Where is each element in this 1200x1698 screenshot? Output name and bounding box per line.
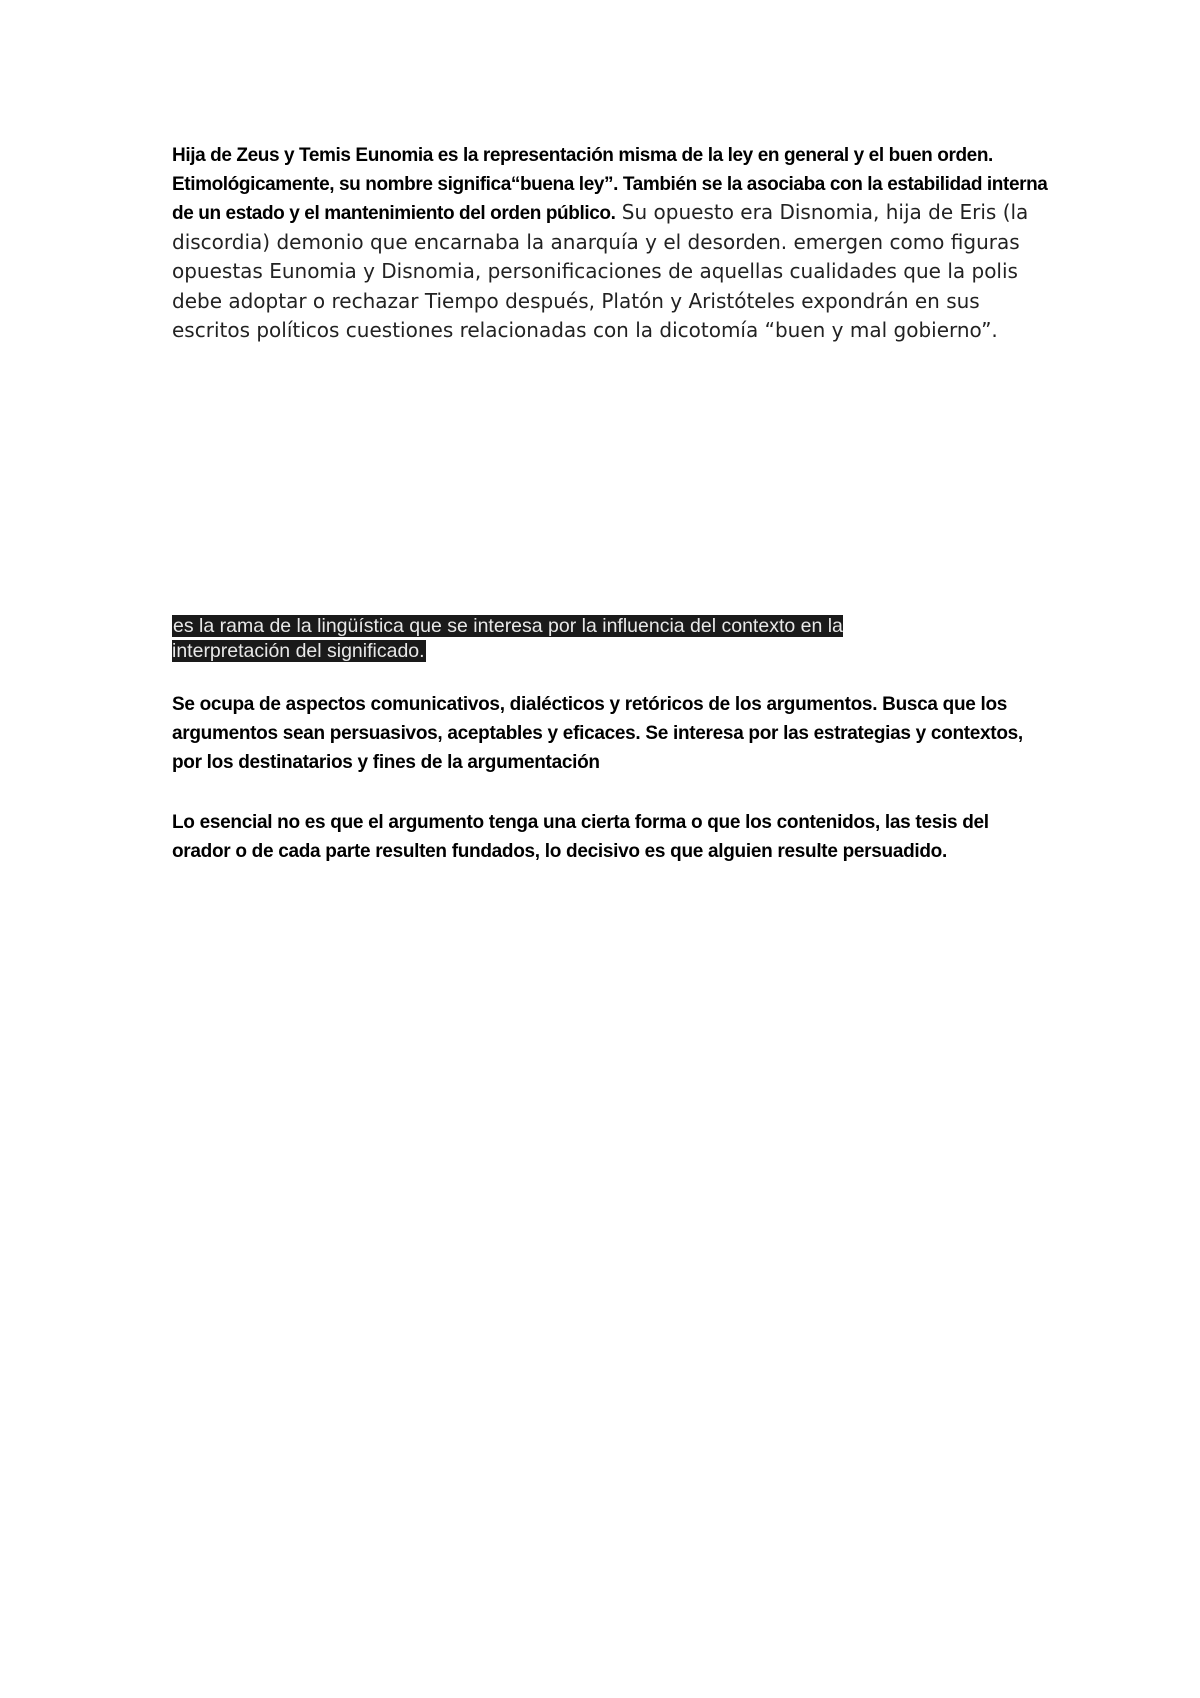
paragraph-argumentation-aspects: Se ocupa de aspectos comunicativos, dialécticos y retóricos de los argumentos. Busca que los argumentos sean persuasivos, aceptables y eficaces. Se interesa por las estrategias y contextos, por los destinatarios y fines de la argumentación (172, 694, 1023, 773)
highlighted-definition (172, 614, 912, 664)
paragraph-eunomia-bold-text: Hija de Zeus y Temis Eunomia es la representación misma de la ley en general y el buen orden. Etimológicamente, su nombre significa“buena ley”. También se la asociaba con la estabilidad interna de un estado y el mantenimiento del orden público. (172, 145, 1048, 224)
paragraph-eunomia-plain-text: Su opuesto era Disnomia, hija de Eris (la discordia) demonio que encarnaba la anarquía y el desorden. emergen como figuras opuestas Eunomia y Disnomia, personificaciones de aquellas cualidades que la polis debe adoptar o rechazar Tiempo después, Platón y Aristóteles expondrán en sus escritos políticos cuestiones relacionadas con la dicotomía “buen y mal gobierno”. (172, 200, 1029, 342)
paragraph-persuasion: Lo esencial no es que el argumento tenga una cierta forma o que los contenidos, las tesis del orador o de cada parte resulten fundados, lo decisivo es que alguien resulte persuadido. (172, 812, 989, 862)
highlighted-definition-text: es la rama de la lingüística que se interesa por la influencia del contexto en la interpretación del significado. (172, 615, 843, 662)
paragraph-eunomia (172, 142, 1052, 347)
